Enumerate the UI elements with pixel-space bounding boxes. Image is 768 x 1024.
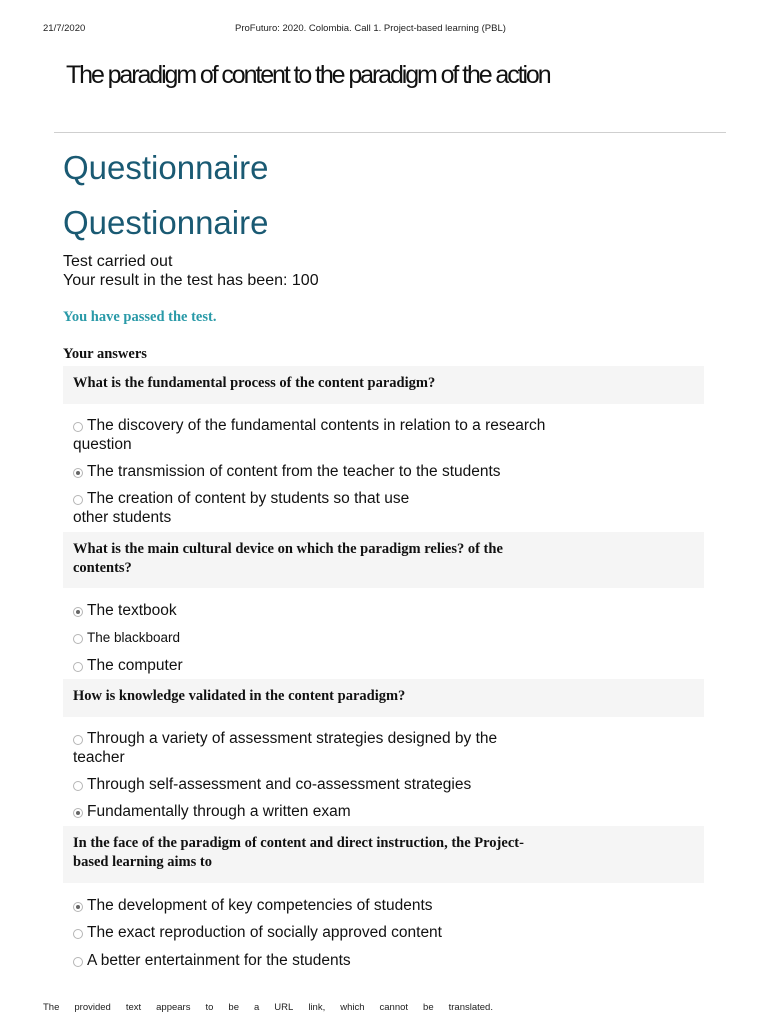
print-page-title: ProFuturo: 2020. Colombia. Call 1. Project-based learning (PBL) (235, 23, 506, 34)
question-3: How is knowledge validated in the content paradigm? (63, 679, 704, 717)
option-label: Through a variety of assessment strategies designed by the teacher (73, 730, 498, 766)
radio-unselected-icon[interactable] (73, 929, 83, 939)
footer-word: cannot (379, 1002, 409, 1013)
question-4: In the face of the paradigm of content and direct instruction, the Project-based learning aims to (63, 826, 704, 883)
radio-selected-icon[interactable] (73, 808, 83, 818)
option-3-2[interactable] (73, 775, 553, 794)
print-footer (43, 1002, 493, 1013)
option-label: The computer (87, 657, 183, 674)
option-label: The exact reproduction of socially approved content (87, 924, 442, 941)
option-2-3[interactable] (73, 656, 553, 675)
questionnaire-heading: Questionnaire (63, 149, 269, 186)
radio-unselected-icon[interactable] (73, 957, 83, 967)
option-3-1[interactable] (73, 729, 533, 767)
footer-word: URL (274, 1002, 294, 1013)
question-1: What is the fundamental process of the content paradigm? (63, 366, 704, 404)
footer-word: be (228, 1002, 239, 1013)
option-4-2[interactable] (73, 923, 553, 942)
option-2-2[interactable] (73, 628, 553, 647)
radio-unselected-icon[interactable] (73, 735, 83, 745)
print-date: 21/7/2020 (43, 23, 86, 34)
footer-word: a (254, 1002, 260, 1013)
test-status: Test carried out (63, 253, 173, 270)
answers-label: Your answers (63, 346, 147, 362)
print-header (0, 23, 768, 39)
lesson-title: The paradigm of content to the paradigm of the action (66, 61, 550, 89)
radio-unselected-icon[interactable] (73, 634, 83, 644)
option-1-3[interactable] (73, 489, 433, 527)
radio-unselected-icon[interactable] (73, 781, 83, 791)
radio-unselected-icon[interactable] (73, 495, 83, 505)
footer-word: be (423, 1002, 434, 1013)
option-2-1[interactable] (73, 601, 553, 620)
footer-word: appears (156, 1002, 191, 1013)
radio-unselected-icon[interactable] (73, 662, 83, 672)
option-3-3[interactable] (73, 802, 553, 821)
option-1-1[interactable] (73, 416, 553, 454)
title-divider (54, 132, 726, 133)
option-4-3[interactable] (73, 951, 553, 970)
radio-selected-icon[interactable] (73, 468, 83, 478)
option-1-2[interactable] (73, 462, 553, 481)
footer-word: provided (74, 1002, 111, 1013)
option-label: The creation of content by students so that use other students (73, 490, 410, 526)
option-label: The transmission of content from the teacher to the students (87, 463, 501, 480)
passed-message: You have passed the test. (63, 309, 217, 325)
option-label: The blackboard (87, 630, 181, 645)
radio-selected-icon[interactable] (73, 902, 83, 912)
footer-word: text (125, 1002, 142, 1013)
question-2: What is the main cultural device on which the paradigm relies? of the contents? (63, 532, 704, 588)
option-label: The textbook (87, 602, 177, 619)
questionnaire-subheading: Questionnaire (63, 204, 269, 241)
footer-word: which (340, 1002, 365, 1013)
footer-word: link, (308, 1002, 326, 1013)
footer-word: to (205, 1002, 214, 1013)
option-label: The development of key competencies of students (87, 897, 433, 914)
option-label: The discovery of the fundamental contents in relation to a research question (73, 417, 546, 453)
footer-word: The (43, 1002, 60, 1013)
option-4-1[interactable] (73, 896, 553, 915)
test-score: Your result in the test has been: 100 (63, 272, 319, 289)
radio-selected-icon[interactable] (73, 607, 83, 617)
radio-unselected-icon[interactable] (73, 422, 83, 432)
option-label: Through self-assessment and co-assessment strategies (87, 776, 472, 793)
footer-word: translated. (448, 1002, 493, 1013)
result-block (63, 252, 319, 290)
option-label: Fundamentally through a written exam (87, 803, 351, 820)
option-label: A better entertainment for the students (87, 952, 351, 969)
